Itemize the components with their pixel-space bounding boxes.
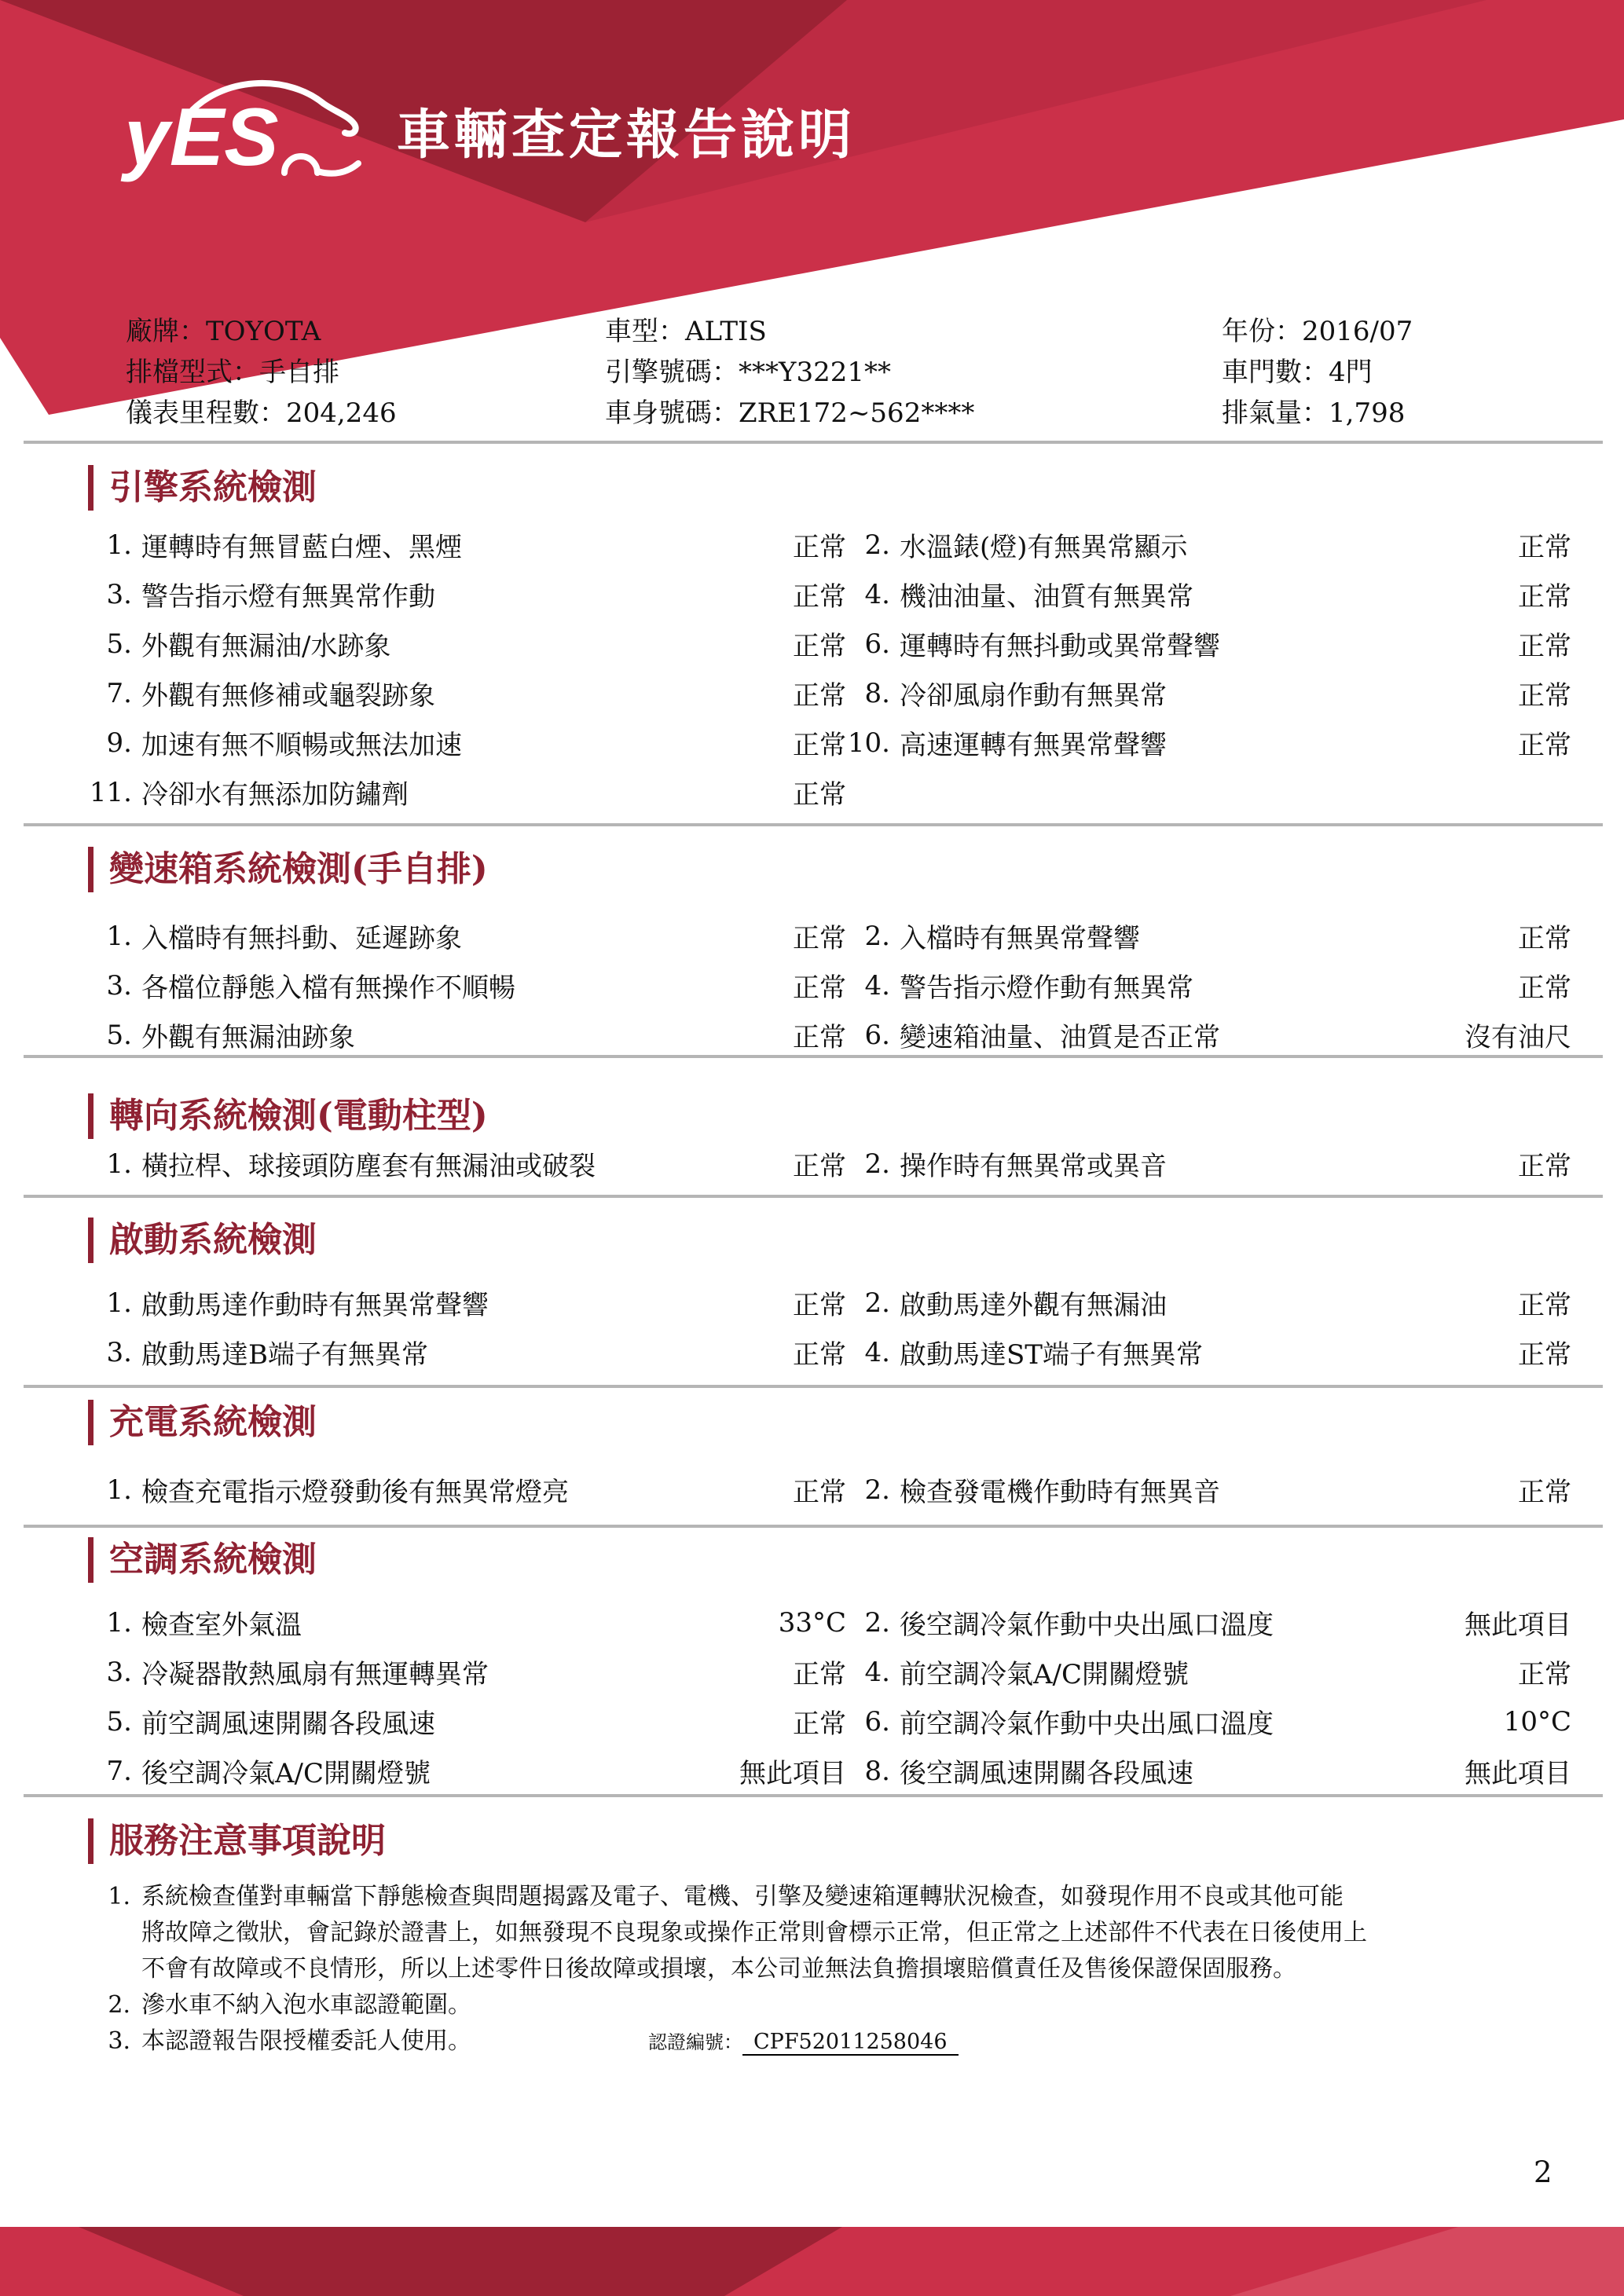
item-value: 正常 (793, 1151, 846, 1182)
item-label: 高速運轉有無異常聲響 (900, 730, 1167, 761)
item-label: 冷卻風扇作動有無異常 (900, 680, 1167, 712)
check-item (88, 1139, 846, 1188)
note-line: 滲水車不納入泡水車認證範圍。 (141, 1991, 471, 2019)
check-item (846, 911, 1571, 961)
item-label: 啟動馬達外觀有無漏油 (900, 1290, 1167, 1321)
item-label: 加速有無不順暢或無法加速 (141, 730, 462, 761)
note-line: 系統檢查僅對車輛當下靜態檢查與問題揭露及電子、電機、引擎及變速箱運轉狀況檢查，如發現作用不良或其他可能 (141, 1883, 1344, 1910)
check-item (88, 1465, 846, 1514)
item-value: 正常 (793, 680, 846, 712)
item-number: 10. (847, 727, 890, 759)
item-label: 檢查室外氣溫 (141, 1609, 302, 1641)
vehicle-gearbox-type: 排檔型式：手自排 (126, 357, 339, 388)
item-number: 2. (864, 1148, 890, 1180)
item-number: 4. (864, 1656, 890, 1688)
check-item (846, 1598, 1571, 1647)
check-items (88, 1139, 1571, 1188)
item-value: 正常 (1518, 730, 1571, 761)
section-title: 充電系統檢測 (88, 1400, 1624, 1445)
note-line: 本認證報告限授權委託人使用。 (141, 2027, 471, 2055)
item-number: 8. (864, 1755, 890, 1787)
check-item (846, 520, 1571, 569)
item-number: 2. (864, 1606, 890, 1639)
check-item (846, 1465, 1571, 1514)
item-label: 外觀有無漏油跡象 (141, 1022, 355, 1053)
item-label: 冷卻水有無添加防鏽劑 (141, 779, 409, 811)
note-number: 3. (108, 2027, 130, 2055)
item-label: 啟動馬達作動時有無異常聲響 (141, 1290, 489, 1321)
check-section (0, 465, 1624, 817)
item-value: 無此項目 (1465, 1609, 1571, 1641)
cert-value: CPF52011258046 (742, 2030, 959, 2056)
separator-line (24, 1385, 1603, 1388)
item-number: 3. (106, 1336, 132, 1368)
item-number: 1. (106, 529, 132, 561)
separator-line (24, 441, 1603, 444)
check-item (846, 569, 1571, 619)
check-items (88, 1598, 1571, 1796)
vehicle-info (126, 311, 1413, 434)
footer-banner (0, 2227, 1624, 2296)
note-line: 將故障之徵狀，會記錄於證書上，如無發現不良現象或操作正常則會標示正常，但正常之上述部件不代表在日後使用上 (141, 1919, 1367, 1946)
check-section (0, 847, 1624, 1060)
item-value: 正常 (793, 581, 846, 613)
item-number: 8. (864, 677, 890, 709)
item-value: 正常 (793, 631, 846, 662)
check-section (0, 1093, 1624, 1188)
check-item (88, 619, 846, 668)
check-items (88, 520, 1571, 817)
item-label: 外觀有無修補或龜裂跡象 (141, 680, 435, 712)
note-line: 不會有故障或不良情形，所以上述零件日後故障或損壞，本公司並無法負擔損壞賠償責任及售後保證保固服務。 (141, 1955, 1296, 1983)
yes-logo (118, 69, 393, 191)
item-value: 正常 (793, 923, 846, 954)
check-section (0, 1400, 1624, 1514)
item-label: 外觀有無漏油/水跡象 (141, 631, 391, 662)
vehicle-mileage: 儀表里程數：204,246 (126, 397, 397, 429)
item-value: 正常 (1518, 923, 1571, 954)
item-number: 4. (864, 969, 890, 1002)
item-number: 7. (106, 677, 132, 709)
vehicle-model: 車型：ALTIS (605, 316, 767, 347)
vehicle-info-col3 (1222, 311, 1413, 434)
notes-section (0, 1818, 1624, 1864)
item-value: 正常 (793, 1022, 846, 1053)
check-item (88, 961, 846, 1010)
check-item (88, 1278, 846, 1327)
item-number: 9. (106, 727, 132, 759)
vehicle-info-col1 (126, 311, 605, 434)
check-item (88, 1697, 846, 1746)
item-value: 正常 (1518, 680, 1571, 712)
item-value: 正常 (793, 1708, 846, 1740)
note-item (88, 1879, 1573, 1987)
check-item (88, 1647, 846, 1697)
item-label: 後空調風速開關各段風速 (900, 1758, 1193, 1789)
logo-text: yES (124, 92, 279, 183)
section-title: 空調系統檢測 (88, 1537, 1624, 1583)
check-item (88, 520, 846, 569)
item-label: 警告指示燈有無異常作動 (141, 581, 435, 613)
item-value: 正常 (1518, 581, 1571, 613)
item-number: 5. (106, 628, 132, 660)
item-label: 冷凝器散熱風扇有無運轉異常 (141, 1659, 489, 1690)
check-item (88, 1598, 846, 1647)
check-item (88, 718, 846, 767)
item-number: 3. (106, 1656, 132, 1688)
item-value: 10°C (1503, 1705, 1571, 1738)
check-item (88, 911, 846, 961)
item-value: 33°C (778, 1606, 846, 1639)
item-number: 2. (864, 1474, 890, 1506)
check-item (846, 1647, 1571, 1697)
item-value: 正常 (793, 1339, 846, 1371)
vehicle-year: 年份：2016/07 (1222, 316, 1413, 347)
item-label: 水溫錶(燈)有無異常顯示 (900, 532, 1188, 563)
item-number: 4. (864, 1336, 890, 1368)
check-item (846, 1697, 1571, 1746)
note-item (88, 2023, 1573, 2060)
check-item (88, 767, 846, 817)
check-item (88, 569, 846, 619)
item-value: 正常 (1518, 1477, 1571, 1508)
note-item (88, 1987, 1573, 2023)
note-text (141, 2023, 959, 2060)
check-item (846, 1278, 1571, 1327)
item-number: 1. (106, 920, 132, 952)
item-value: 正常 (1518, 631, 1571, 662)
vehicle-doors: 車門數：4門 (1222, 357, 1373, 388)
check-section (0, 1537, 1624, 1796)
item-number: 6. (864, 1019, 890, 1051)
item-number: 5. (106, 1019, 132, 1051)
vehicle-body-no: 車身號碼：ZRE172~562**** (605, 397, 975, 429)
item-value: 正常 (1518, 532, 1571, 563)
item-number: 4. (864, 578, 890, 610)
page-number: 2 (1534, 2155, 1553, 2189)
car-wheel-arc (284, 156, 317, 173)
item-value: 正常 (1518, 972, 1571, 1004)
item-label: 啟動馬達ST端子有無異常 (900, 1339, 1203, 1371)
item-label: 檢查充電指示燈發動後有無異常燈亮 (141, 1477, 569, 1508)
check-items (88, 911, 1571, 1060)
check-item (846, 1010, 1571, 1060)
separator-line (24, 1195, 1603, 1198)
check-item (88, 1746, 846, 1796)
item-label: 操作時有無異常或異音 (900, 1151, 1167, 1182)
vehicle-engine-no: 引擎號碼：***Y3221** (605, 357, 891, 388)
certification-number (648, 2024, 959, 2060)
item-label: 後空調冷氣作動中央出風口溫度 (900, 1609, 1274, 1641)
item-label: 橫拉桿、球接頭防塵套有無漏油或破裂 (141, 1151, 596, 1182)
item-value: 正常 (793, 1477, 846, 1508)
cert-label: 認證編號： (648, 2031, 742, 2053)
item-value: 正常 (793, 1290, 846, 1321)
item-value: 無此項目 (1465, 1758, 1571, 1789)
section-title: 轉向系統檢測(電動柱型) (88, 1093, 1624, 1139)
page-title: 車輛查定報告說明 (397, 105, 856, 165)
separator-line (24, 1525, 1603, 1528)
check-item (88, 1327, 846, 1377)
item-label: 運轉時有無冒藍白煙、黑煙 (141, 532, 462, 563)
item-label: 檢查發電機作動時有無異音 (900, 1477, 1220, 1508)
section-title: 引擎系統檢測 (88, 465, 1624, 511)
notes-body (88, 1879, 1573, 2060)
item-number: 6. (864, 628, 890, 660)
item-label: 機油油量、油質有無異常 (900, 581, 1193, 613)
item-label: 變速箱油量、油質是否正常 (900, 1022, 1220, 1053)
item-number: 7. (106, 1755, 132, 1787)
item-value: 正常 (793, 532, 846, 563)
item-label: 啟動馬達B端子有無異常 (141, 1339, 428, 1371)
check-items (88, 1278, 1571, 1377)
check-item (88, 668, 846, 718)
section-title: 變速箱系統檢測(手自排) (88, 847, 1624, 892)
check-item (846, 961, 1571, 1010)
item-value: 正常 (793, 1659, 846, 1690)
check-item (846, 668, 1571, 718)
item-value: 正常 (1518, 1659, 1571, 1690)
item-value: 正常 (1518, 1151, 1571, 1182)
car-tail-swoosh (317, 163, 358, 174)
note-number: 2. (108, 1991, 130, 2019)
item-number: 2. (864, 920, 890, 952)
section-title: 啟動系統檢測 (88, 1218, 1624, 1263)
item-number: 2. (864, 529, 890, 561)
check-item (846, 1746, 1571, 1796)
check-section (0, 1218, 1624, 1377)
item-value: 正常 (793, 972, 846, 1004)
item-label: 入檔時有無抖動、延遲跡象 (141, 923, 462, 954)
item-number: 1. (106, 1287, 132, 1319)
item-label: 後空調冷氣A/C開關燈號 (141, 1758, 431, 1789)
item-label: 前空調風速開關各段風速 (141, 1708, 435, 1740)
check-item (846, 1327, 1571, 1377)
notes-section-title: 服務注意事項說明 (88, 1818, 1624, 1864)
vehicle-info-col2 (605, 311, 1222, 434)
item-label: 運轉時有無抖動或異常聲響 (900, 631, 1220, 662)
item-value: 無此項目 (739, 1758, 846, 1789)
item-number: 2. (864, 1287, 890, 1319)
vehicle-displacement: 排氣量：1,798 (1222, 397, 1406, 429)
item-value: 正常 (1518, 1290, 1571, 1321)
item-label: 各檔位靜態入檔有無操作不順暢 (141, 972, 515, 1004)
item-label: 前空調冷氣A/C開關燈號 (900, 1659, 1190, 1690)
check-item (846, 718, 1571, 767)
item-label: 前空調冷氣作動中央出風口溫度 (900, 1708, 1274, 1740)
item-number: 1. (106, 1606, 132, 1639)
item-value: 正常 (1518, 1339, 1571, 1371)
check-item (846, 1139, 1571, 1188)
check-items (88, 1465, 1571, 1514)
vehicle-brand: 廠牌：TOYOTA (126, 316, 321, 347)
item-number: 6. (864, 1705, 890, 1738)
item-value: 沒有油尺 (1465, 1022, 1571, 1053)
item-number: 5. (106, 1705, 132, 1738)
separator-line (24, 823, 1603, 826)
note-text (141, 1879, 1367, 1987)
item-number: 1. (106, 1148, 132, 1180)
item-number: 11. (89, 776, 132, 808)
item-value: 正常 (793, 730, 846, 761)
item-number: 3. (106, 969, 132, 1002)
check-item (846, 619, 1571, 668)
item-number: 1. (106, 1474, 132, 1506)
item-value: 正常 (793, 779, 846, 811)
check-item (88, 1010, 846, 1060)
item-label: 入檔時有無異常聲響 (900, 923, 1140, 954)
note-number: 1. (108, 1883, 130, 1910)
item-number: 3. (106, 578, 132, 610)
item-label: 警告指示燈作動有無異常 (900, 972, 1193, 1004)
